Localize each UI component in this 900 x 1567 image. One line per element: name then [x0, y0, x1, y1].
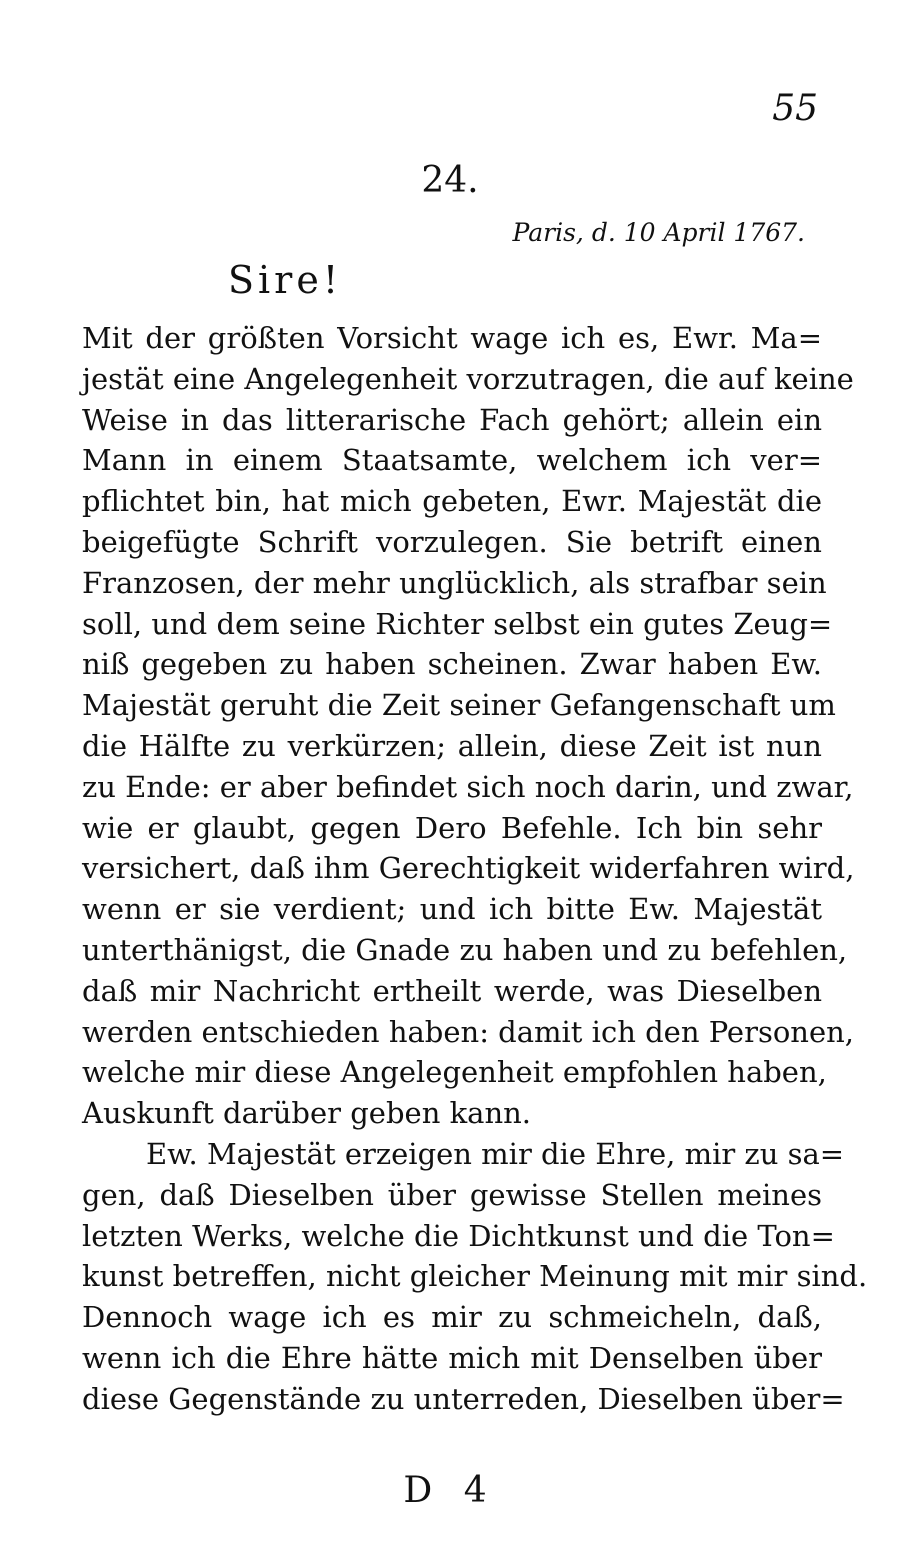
text-line: Mann in einem Staatsamte, welchem ich ver=	[82, 443, 822, 478]
text-line: gen, daß Dieselben über gewisse Stellen meines	[82, 1177, 822, 1212]
text-line: werden entschieden haben: damit ich den Personen,	[82, 1014, 855, 1049]
text-line: pflichtet bin, hat mich gebeten, Ewr. Majestät die	[82, 484, 822, 519]
paragraph-1	[82, 318, 855, 1134]
text-line: soll, und dem seine Richter selbst ein gutes Zeug=	[82, 606, 833, 641]
text-line: zu Ende: er aber befindet sich noch darin, und zwar,	[82, 769, 854, 804]
text-line: Weise in das litterarische Fach gehört; allein ein	[82, 402, 822, 437]
text-line: jestät eine Angelegenheit vorzutragen, die auf keine	[82, 361, 854, 396]
text-line: wie er glaubt, gegen Dero Befehle. Ich bin sehr	[82, 810, 822, 845]
text-line: Franzosen, der mehr unglücklich, als strafbar sein	[82, 565, 827, 600]
text-line: Majestät geruht die Zeit seiner Gefangenschaft um	[82, 688, 836, 723]
text-line: unterthänigst, die Gnade zu haben und zu befehlen,	[82, 932, 848, 967]
paragraph-2	[82, 1134, 868, 1420]
text-line: wenn ich die Ehre hätte mich mit Denselben über	[82, 1340, 822, 1375]
letter-number: 24.	[421, 160, 479, 201]
text-line: diese Gegenstände zu unterreden, Dieselben über=	[82, 1381, 845, 1416]
text-line: die Hälfte zu verkürzen; allein, diese Zeit ist nun	[82, 728, 822, 763]
text-line: wenn er sie verdient; und ich bitte Ew. Majestät	[82, 892, 822, 927]
signature-mark: D 4	[403, 1470, 497, 1511]
salutation: Sire!	[228, 258, 343, 302]
text-line: niß gegeben zu haben scheinen. Zwar haben Ew.	[82, 647, 822, 682]
text-line: welche mir diese Angelegenheit empfohlen haben,	[82, 1055, 827, 1090]
dateline: Paris, d. 10 April 1767.	[512, 218, 805, 247]
text-line: kunst betreffen, nicht gleicher Meinung mit mir sind.	[82, 1259, 868, 1294]
text-line: letzten Werks, welche die Dichtkunst und die Ton=	[82, 1218, 835, 1253]
text-line: Mit der größten Vorsicht wage ich es, Ewr. Ma=	[82, 321, 822, 355]
letter-body	[82, 318, 868, 1420]
text-line: Dennoch wage ich es mir zu schmeicheln, daß,	[82, 1300, 822, 1335]
text-line: Ew. Majestät erzeigen mir die Ehre, mir zu sa=	[146, 1136, 845, 1171]
text-line: Auskunft darüber geben kann.	[82, 1096, 532, 1131]
text-line: versichert, daß ihm Gerechtigkeit widerfahren wird,	[82, 851, 855, 886]
text-line: beigefügte Schrift vorzulegen. Sie betrift einen	[82, 524, 822, 559]
text-line: daß mir Nachricht ertheilt werde, was Dieselben	[82, 973, 822, 1008]
page-number: 55	[772, 88, 818, 129]
